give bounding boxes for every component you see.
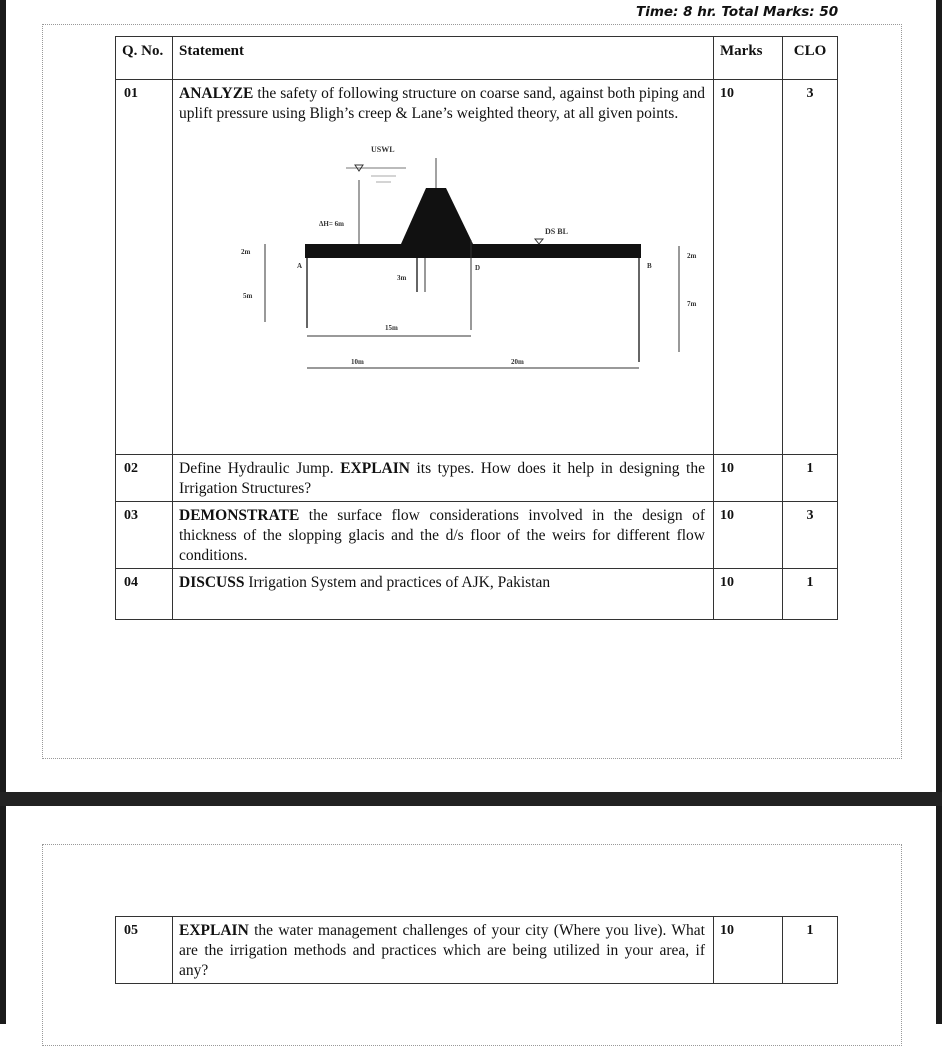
action-verb: EXPLAIN xyxy=(340,460,410,477)
label-delta-h: ΔH= 6m xyxy=(319,220,344,228)
action-verb: EXPLAIN xyxy=(179,922,249,939)
statement-text: the surface flow considerations involved in the design of thickness of the slopping glacis and the d/s floor of the weirs for different flow conditions. xyxy=(179,507,705,564)
label-20m: 20m xyxy=(511,358,524,366)
label-15m: 15m xyxy=(385,324,398,332)
label-2m-right: 2m xyxy=(687,252,697,260)
label-2m-left: 2m xyxy=(241,248,251,256)
statement-text: the water management challenges of your city (Where you live). What are the irrigation methods and practices which are being utilized in your area, if any? xyxy=(179,922,705,979)
question-clo: 1 xyxy=(783,455,838,502)
statement-text: the safety of following structure on coarse sand, against both piping and uplift pressure using Bligh’s creep & Lane’s weighted theory, at all given points. xyxy=(179,85,705,122)
question-clo: 3 xyxy=(783,502,838,569)
question-clo: 1 xyxy=(783,569,838,620)
question-statement xyxy=(173,502,714,569)
question-clo: 1 xyxy=(783,917,838,984)
question-number: 05 xyxy=(116,917,173,984)
label-10m: 10m xyxy=(351,358,364,366)
impervious-floor xyxy=(305,244,641,258)
header-qno: Q. No. xyxy=(116,37,173,80)
label-point-b: B xyxy=(647,262,652,270)
question-marks: 10 xyxy=(714,80,783,455)
label-3m: 3m xyxy=(397,274,407,282)
header-clo: CLO xyxy=(783,37,838,80)
label-7m: 7m xyxy=(687,300,697,308)
questions-table-continued xyxy=(115,916,838,984)
weir-body xyxy=(401,188,473,244)
question-statement xyxy=(173,569,714,620)
question-number: 03 xyxy=(116,502,173,569)
question-number: 01 xyxy=(116,80,173,455)
action-verb: ANALYZE xyxy=(179,85,254,102)
question-row-05 xyxy=(116,917,838,984)
exam-page-1 xyxy=(6,0,936,792)
label-5m: 5m xyxy=(243,292,253,300)
label-point-a: A xyxy=(297,262,303,270)
label-ds-bl: DS BL xyxy=(545,227,568,236)
label-uswl: USWL xyxy=(371,145,395,154)
question-marks: 10 xyxy=(714,455,783,502)
question-row-01 xyxy=(116,80,838,455)
time-total-marks: Time: 8 hr. Total Marks: 50 xyxy=(636,4,839,20)
question-row-03 xyxy=(116,502,838,569)
question-number: 04 xyxy=(116,569,173,620)
question-statement xyxy=(173,80,714,455)
questions-table xyxy=(115,36,838,620)
question-statement xyxy=(173,455,714,502)
page-separator xyxy=(0,792,942,806)
exam-page-2 xyxy=(6,806,936,1024)
question-marks: 10 xyxy=(714,917,783,984)
header-marks: Marks xyxy=(714,37,783,80)
action-verb: DISCUSS xyxy=(179,574,245,591)
statement-prefix: Define Hydraulic Jump. xyxy=(179,460,341,477)
weir-section-figure xyxy=(221,140,701,380)
table-header-row xyxy=(116,37,838,80)
question-statement xyxy=(173,917,714,984)
question-number: 02 xyxy=(116,455,173,502)
weir-diagram xyxy=(221,140,701,380)
question-clo: 3 xyxy=(783,80,838,455)
action-verb: DEMONSTRATE xyxy=(179,507,300,524)
ds-level-triangle-icon xyxy=(535,239,543,244)
page-edge-right xyxy=(936,0,942,1024)
question-marks: 10 xyxy=(714,502,783,569)
header-statement: Statement xyxy=(173,37,714,80)
question-marks: 10 xyxy=(714,569,783,620)
question-row-02 xyxy=(116,455,838,502)
statement-text: Irrigation System and practices of AJK, Pakistan xyxy=(244,574,551,591)
statement-text: its types. How does it help in designing the Irrigation Structures? xyxy=(179,460,705,497)
question-row-04 xyxy=(116,569,838,620)
label-point-d: D xyxy=(475,264,481,272)
